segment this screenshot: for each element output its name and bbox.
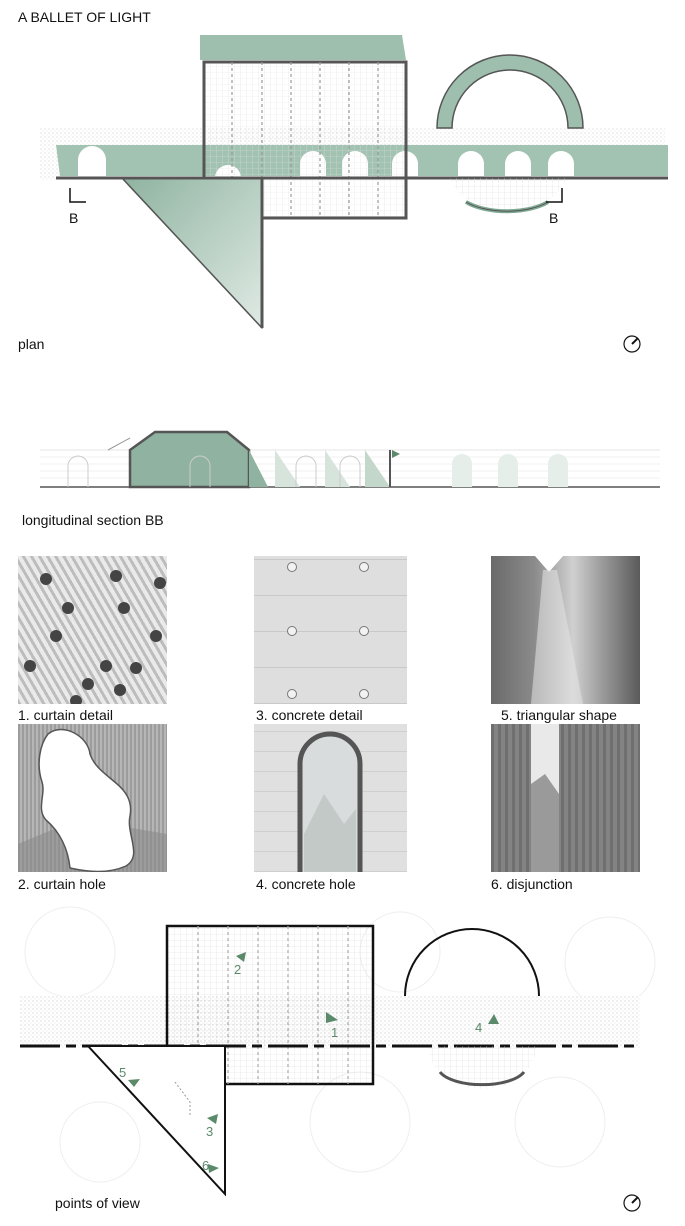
photo-curtain-hole	[18, 724, 167, 872]
points-of-view-drawing	[0, 892, 685, 1212]
photo-concrete-detail	[254, 556, 407, 704]
arch	[78, 146, 106, 176]
page-title: A BALLET OF LIGHT	[18, 9, 151, 25]
caption-concrete-hole: 4. concrete hole	[256, 876, 356, 892]
section-drawing	[0, 420, 685, 500]
north-arrow-icon	[622, 1193, 642, 1213]
section-mark-right: B	[549, 210, 559, 226]
caption-curtain-detail: 1. curtain detail	[18, 707, 113, 723]
section-label: longitudinal section BB	[22, 512, 164, 528]
arch	[505, 151, 531, 176]
pov-label-1: 1	[331, 1025, 339, 1040]
round-room-roof	[437, 55, 583, 128]
plan-label: plan	[18, 336, 45, 352]
pov-label-5: 5	[119, 1065, 127, 1080]
plan-drawing	[0, 0, 685, 340]
pov-label-3: 3	[206, 1124, 214, 1139]
north-arrow-icon	[622, 334, 642, 354]
caption-disjunction: 6. disjunction	[491, 876, 573, 892]
photo-concrete-hole	[254, 724, 407, 872]
caption-curtain-hole: 2. curtain hole	[18, 876, 106, 892]
pov-label-4: 4	[475, 1020, 483, 1035]
photo-curtain-detail	[18, 556, 167, 704]
arch	[548, 151, 574, 176]
section-mark-left: B	[69, 210, 79, 226]
photo-triangular-shape	[491, 556, 640, 704]
caption-concrete-detail: 3. concrete detail	[256, 707, 363, 723]
points-of-view-label: points of view	[55, 1195, 140, 1211]
caption-triangular-shape: 5. triangular shape	[501, 707, 617, 723]
pov-label-6: 6	[202, 1158, 210, 1173]
arch	[458, 151, 484, 176]
round-room-floor	[450, 178, 566, 211]
pov-label-2: 2	[234, 962, 242, 977]
roof-top	[200, 35, 406, 60]
section-marker-left	[70, 188, 86, 202]
round-room-pov	[405, 929, 539, 996]
photo-disjunction	[491, 724, 640, 872]
